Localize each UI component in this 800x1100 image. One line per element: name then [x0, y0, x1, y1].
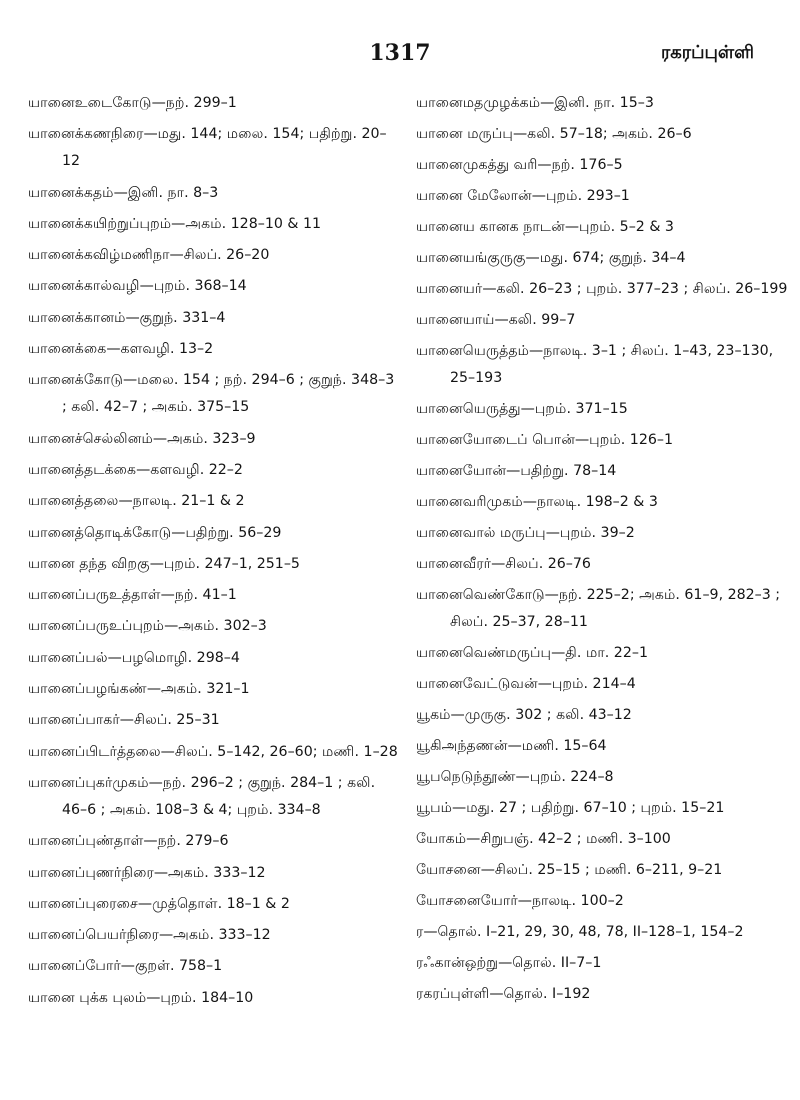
- index-entry: யானைப்பல்—பழமொழி. 298–4: [28, 649, 240, 666]
- index-entry: யானைக்கோடு—மலை. 154 ; நற். 294–6 ; குறுந். 348–3 ; கலி. 42–7 ; அகம். 375–15: [28, 372, 395, 416]
- index-entry: யானைப்போர்—குறள். 758–1: [28, 958, 223, 975]
- index-entry: யானையோன்—பதிற்று. 78–14: [416, 463, 617, 479]
- index-entry: யானைப்பழங்கண்—அகம். 321–1: [28, 681, 250, 698]
- index-entry: யானையாய்—கலி. 99–7: [416, 312, 576, 328]
- index-entry: யானைப்புண்தாள்—நற். 279–6: [28, 833, 229, 850]
- index-entry: யானைவால் மருப்பு—புறம். 39–2: [416, 525, 635, 541]
- index-entry: யானையோடைப் பொன்—புறம். 126–1: [416, 432, 674, 448]
- running-head: ரகரப்புள்ளி: [660, 42, 754, 63]
- index-entry: யோசனை—சிலப். 25–15 ; மணி. 6–211, 9–21: [416, 862, 723, 878]
- index-entry: யானைமுகத்து வரி—நற். 176–5: [416, 157, 623, 173]
- index-entry: யானைக்கவிழ்மணிநா—சிலப். 26–20: [28, 247, 270, 264]
- index-entry: யானைவேட்டுவன்—புறம். 214–4: [416, 676, 636, 692]
- index-entry: யானையெருத்தம்—நாலடி. 3–1 ; சிலப். 1–43, 23–130, 25–193: [416, 343, 774, 386]
- index-entry: யானைவீரர்—சிலப். 26–76: [416, 556, 591, 572]
- index-entry: யானைத்தொடிக்கோடு—பதிற்று. 56–29: [28, 524, 282, 541]
- index-entry: யோசனையோர்—நாலடி. 100–2: [416, 893, 624, 909]
- index-entry: ர—தொல். I–21, 29, 30, 48, 78, II–128–1, 154–2: [416, 924, 744, 940]
- index-entry: யானைமதமுழக்கம்—இனி. நா. 15–3: [416, 95, 654, 111]
- index-entry: யானைப்பிடர்த்தலை—சிலப். 5–142, 26–60; மணி. 1–28: [28, 743, 398, 760]
- right-column: [416, 90, 788, 1012]
- index-entry: யானைப்புரைசை—முத்தொள். 18–1 & 2: [28, 895, 290, 912]
- index-entry: யானையங்குருகு—மது. 674; குறுந். 34–4: [416, 250, 686, 266]
- index-entry: யானைச்செல்லினம்—அகம். 323–9: [28, 430, 256, 447]
- index-entry: யானைஉடைகோடு—நற். 299–1: [28, 95, 237, 111]
- index-entry: யூகம்—முருகு. 302 ; கலி. 43–12: [416, 707, 632, 723]
- index-entry: யானை புக்க புலம்—புறம். 184–10: [28, 989, 254, 1006]
- index-entry: யானை தந்த விறகு—புறம். 247–1, 251–5: [28, 555, 300, 572]
- index-entry: ரகரப்புள்ளி—தொல். I–192: [416, 986, 591, 1002]
- index-entry: யானைத்தடக்கை—களவழி. 22–2: [28, 461, 243, 478]
- index-entry: யானையர்—கலி. 26–23 ; புறம். 377–23 ; சிலப். 26–199: [416, 281, 788, 297]
- index-entry: யானையெருத்து—புறம். 371–15: [416, 401, 628, 417]
- index-entry: யானைப்புகர்முகம்—நற். 296–2 ; குறுந். 284–1 ; கலி. 46–6 ; அகம். 108–3 & 4; புறம். 334–8: [28, 774, 376, 818]
- index-entry: யானை மேலோன்—புறம். 293–1: [416, 188, 630, 204]
- index-entry: யானைப்பெயர்நிரை—அகம். 333–12: [28, 927, 271, 944]
- left-column: [28, 90, 400, 1016]
- index-entry: யானைப்பாகர்—சிலப். 25–31: [28, 712, 220, 729]
- index-entry: யானைக்கணநிரை—மது. 144; மலை. 154; பதிற்று. 20–12: [28, 126, 387, 170]
- index-entry: யானைக்கயிற்றுப்புறம்—அகம். 128–10 & 11: [28, 215, 322, 232]
- index-entry: யானைப்புணர்நிரை—அகம். 333–12: [28, 864, 266, 881]
- index-entry: யானைய கானக நாடன்—புறம். 5–2 & 3: [416, 219, 674, 235]
- page-number: 1317: [369, 40, 431, 66]
- index-entry: யூகிஅந்தணன்—மணி. 15–64: [416, 738, 607, 754]
- index-entry: யானைத்தலை—நாலடி. 21–1 & 2: [28, 493, 245, 510]
- index-entry: யோகம்—சிறுபஞ். 42–2 ; மணி. 3–100: [416, 831, 671, 847]
- index-entry: யானை மருப்பு—கலி. 57–18; அகம். 26–6: [416, 126, 692, 142]
- index-entry: யானைவெண்கோடு—நற். 225–2; அகம். 61–9, 282–3 ; சிலப். 25–37, 28–11: [416, 587, 781, 630]
- index-entry: யானைக்கை—களவழி. 13–2: [28, 341, 214, 358]
- index-entry: யானைவரிமுகம்—நாலடி. 198–2 & 3: [416, 494, 658, 510]
- index-entry: யானைப்பருஉத்தாள்—நற். 41–1: [28, 587, 237, 604]
- index-entry: யானைப்பருஉப்புறம்—அகம். 302–3: [28, 618, 267, 635]
- index-entry: யூபநெடுந்தூண்—புறம். 224–8: [416, 769, 614, 785]
- index-entry: ரஃகான்ஒற்று—தொல். II–7–1: [416, 955, 602, 971]
- index-entry: யானைக்கால்வழி—புறம். 368–14: [28, 278, 247, 295]
- index-entry: யானைவெண்மருப்பு—தி. மா. 22–1: [416, 645, 648, 661]
- index-entry: யானைக்கானம்—குறுந். 331–4: [28, 309, 226, 326]
- index-entry: யூபம்—மது. 27 ; பதிற்று. 67–10 ; புறம். 15–21: [416, 800, 725, 816]
- index-entry: யானைக்கதம்—இனி. நா. 8–3: [28, 184, 219, 201]
